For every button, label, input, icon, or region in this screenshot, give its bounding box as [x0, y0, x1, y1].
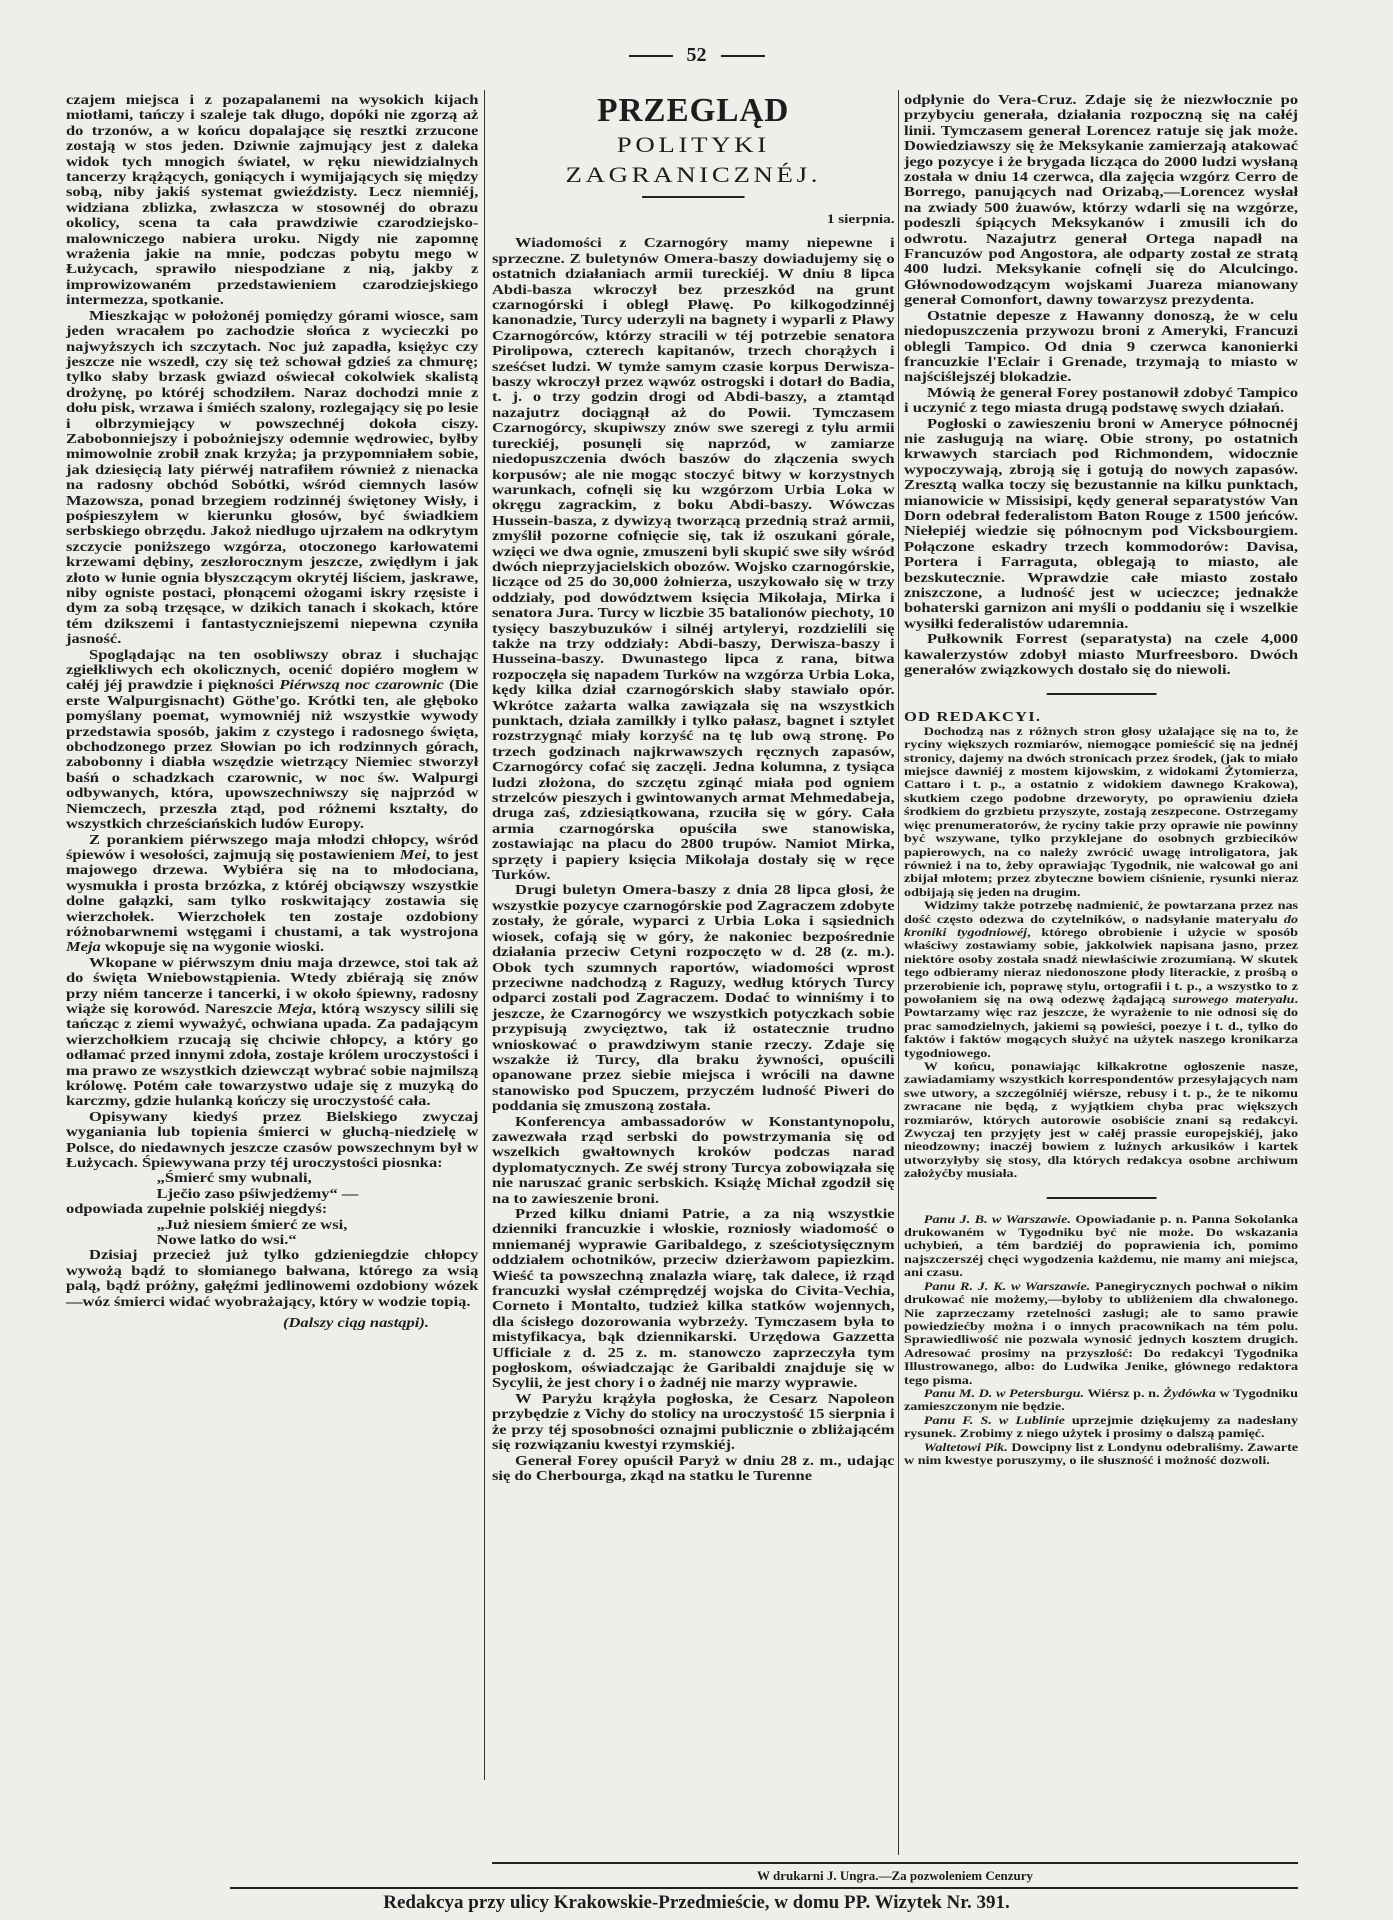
text-run: Generał Forey opuścił Paryż w dniu 28 z. m., udając się do Cherbourga, zkąd na statku le Turenne: [492, 1452, 895, 1483]
italic-text-run: Meja: [277, 1000, 313, 1016]
editorial-notice: [904, 725, 1298, 1181]
footer-rule: [492, 1862, 1298, 1864]
paragraph: [904, 1213, 1298, 1280]
paragraph: [66, 92, 478, 308]
text-run: Wkopane w piérwszym dniu maja drzewce, stoi tak aż do święta Wniebowstąpienia. Wtedy zbiérają się znów przy niém tancerze i tancerki, i w około śpiewny, radosny wiąże się korowód. Nareszcie: [66, 954, 479, 1016]
paragraph: [904, 416, 1298, 632]
divider: [1046, 1197, 1156, 1199]
paragraph: [492, 1206, 895, 1391]
paragraph: [66, 308, 478, 647]
article-subtitle: POLITYKI ZAGRANICZNÉJ.: [565, 132, 822, 187]
article-continuation: [904, 92, 1298, 677]
text-run: Konferencya ambassadorów w Konstantynopolu, zawezwała rząd serbski do powstrzymania się od wszelkich gwałtownych kroków podczas narad dyplomatycznych. Ze swéj strony Turcya zobowiązała się nie naruszać granic serbskich. Książę Michał zgodził się na to zawieszenie broni.: [492, 1113, 895, 1206]
editorial-heading: OD REDAKCYI.: [904, 709, 1042, 725]
text-run: Opisywany kiedyś przez Bielskiego zwyczaj wyganiania lub topienia śmierci w głuchą-niedzielę w Polsce, do niedawnych jeszcze czasów powszechnym był w Łużycach. Śpiewywana przy téj uroczystości piosnka:: [66, 1108, 479, 1171]
text-run: 1 sierpnia.: [826, 212, 895, 226]
text-run: , to jest majowego drzewa. Wybiéra się na to młodociana, wysmukła i prosta brzózka, z któréj obciąwszy wszystkie dolne gałązki, sam tylko roskwitający zostawia się wierzchołek. Wierzchołek ten zostaje ozdobiony różnobarwnemi wstęgami i chustami, a tak wystrojona: [66, 846, 479, 939]
editorial-address: Redakcya przy ulicy Krakowskie-Przedmieście, w domu PP. Wizytek Nr. 391.: [383, 1892, 1010, 1913]
paragraph: [66, 1217, 478, 1232]
text-run: Dowcipny list z Londynu odebraliśmy. Zawarte w nim kwestye poruszymy, o ile słuszność i możność dozwoli.: [904, 1440, 1299, 1467]
text-run: Wiérsz p. n.: [1084, 1386, 1164, 1400]
divider: [629, 55, 673, 57]
text-run: wkopuje się na wygonie wioski.: [100, 939, 325, 955]
text-run: w Tygodniku zamieszczonym nie będzie.: [904, 1386, 1299, 1414]
paragraph: [904, 1387, 1298, 1414]
article-body: [492, 212, 895, 1483]
paragraph: [904, 1414, 1298, 1441]
text-run: Mówią że generał Forey postanowił zdobyć Tampico i uczynić z tego miasta drugą podstawę swych działań.: [904, 384, 1299, 416]
paragraph: [904, 1441, 1298, 1468]
paragraph: [492, 882, 895, 1113]
text-run: , którego obrobienie i użycie w sposób właściwy zostawiamy sobie, jakkolwiek napisana jasno, przez niektóre osoby została snadź niewłaściwie zrozumianą. W skutek tego odbieramy nieraz niedonoszone płody literackie, z prośbą o przerobienie ich, poprawę stylu, ortografii i t. p., a wszystko to z powołaniem się na ową odezwę żądającą: [904, 925, 1299, 1006]
text-run: odpłynie do Vera-Cruz. Zdaje się że niezwłocznie po przybyciu generała, działania rozpoczną się na całéj linii. Tymczasem generał Lorencez ratuje się jak może. Dowiedziawszy się że Meksykanie zamierzają atakować jego pozycye i że brygada licząca do 2000 ludzi wysłaną została w dniu 14 czerwca, dla zajęcia wzgórz Cerro de Borrego, panujących nad Orizabą,—Lorencez wysłał na zwiady 500 żuawów, którzy wdarli się na wzgórze, podeszli śpiących Meksykanów i zmusili ich do odwrotu. Nazajutrz generał Ortega napadł na Francuzów pod Angostora, ale odparty został ze stratą 400 ludzi. Meksykanie cofnęli się do Alculcingo. Głównodowodzącym wojskami Juareza mianowany generał Comonfort, dawny towarzysz prezydenta.: [904, 92, 1299, 308]
paragraph: [66, 1109, 478, 1171]
text-run: Widzimy także potrzebę nadmienić, że powtarzana przez nas dość często odezwa do czytelników, o nadsyłanie materyału: [904, 899, 1299, 926]
text-run: Nowe latko do wsi.“: [156, 1232, 297, 1248]
paragraph: [904, 92, 1298, 308]
text-run: W końcu, ponawiając kilkakrotne ogłoszenie nasze, zawiadamiamy wszystkich korrespondentów przesyłających nam swe utwory, a szczególniéj wiérsze, rebusy i t. p., że te nikomu zwracane nie będą, z wyjątkiem chyba prac większych rozmiarów, których autorowie osobiście znani są redakcyi. Zwyczaj ten przyjęty jest w całéj prassie europejskiéj, jako nieodzowny; inaczéj bowiem z luźnych arkusików i kartek utworzyłyby się stosy, dla których redakcya osobne archiwum założyćby musiała.: [904, 1060, 1299, 1181]
paragraph: [904, 385, 1298, 416]
correspondence: [904, 1213, 1298, 1468]
paragraph: [66, 955, 478, 1109]
paragraph: [66, 1186, 478, 1201]
paragraph: [492, 1453, 895, 1484]
text-run: Pułkownik Forrest (separatysta) na czele 4,000 kawalerzystów zdobył miasto Murfreesboro. Dwóch generałów związkowych dostało się do niewoli.: [904, 631, 1299, 678]
italic-text-run: Waltetowi Pik.: [923, 1440, 1008, 1454]
paragraph: [904, 899, 1298, 1060]
divider: [721, 55, 765, 57]
page-number: [0, 44, 1393, 67]
italic-text-run: Żydówka: [1163, 1386, 1216, 1400]
text-run: Wiadomości z Czarnogóry mamy niepewne i sprzeczne. Z buletynów Omera-baszy dowiadujemy się o ostatnich działaniach armii tureckiéj. W dniu 8 lipca Abdi-basza wkroczył bez przeszkód na grunt czarnogórski i obległ Pławę. Po kilkogodzinnéj kanonadzie, Turcy uderzyli na bagnety i wyparli z Pławy Czarnogórców, którzy stracili w téj potrzebie senatora Pirolipowa, czterech kapitanów, trzech chorążych i sześćset ludzi. W tymże samym czasie korpus Derwisza-baszy wkroczył przez wąwóz ostrogski i dotarł do Badia, t. j. o trzy godzin drogi od Abdi-baszy, a ztamtąd nazajutrz dociągnął aż do Powii. Tymczasem Czarnogórcy, skupiwszy znów swe szeregi z tyłu armii tureckiéj, posunęli się naprzód, w zamiarze niedopuszczenia dwóch baszów do złączenia swych korpusów; ale nie mogąc stoczyć bitwy w korzystnych warunkach, cofnęli się ku wzgórzom Urbia Loka w okręgu zagrackim, z boku Abdi-baszy. Wówczas Hussein-basza, z dywizyą tworzącą przednią straż armii, zmyślił pozorne cofnięcie się, tak iż oszukani górale, wzięci we dwa ognie, zmuszeni byli skupić swe siły wśród dwóch nieprzyjacielskich obozów. Wojsko czarnogórskie, liczące od 25 do 30,000 żołnierza, uszykowało się w trzy oddziały, pod dowództwem księcia Mikołaja, Mirka i senatora Jura. Turcy w liczbie 35 batalionów piechoty, 10 tysięcy baszybuzuków i silnéj artyleryi, rozdzielili się także na trzy oddziały: Abdi-baszy, Derwisza-baszy i Husseina-baszy. Dwunastego lipca z rana, bitwa rozpoczęła się napadem Turków na wzgórza Urbia Loka, kędy kilka dział czarnogórskich słaby stawiało opór. Wkrótce zażarta walka zawiązała się na wszystkich punktach, działa zamilkły i tylko pałasz, bagnet i sztylet rozstrzygnąć miały korzyść na tę lub ową stronę. Po trzech godzinach najkrwawszych ręcznych zapasów, Czarnogórcy cofać się zaczęli. Jedna kolumna, z tysiąca ludzi złożona, do szczętu zginąć miała pod ogniem strzelców pieszych i gwintowanych armat Mehmedabeja, druga zaś, zdziesiątkowana, rzuciła się w góry. Cała armia czarnogórska opuściła swe stanowiska, zostawiając na placu do 2800 trupów. Namiot Mirka, sprzęty i papiery księcia Mikołaja dostały się w ręce Turków.: [492, 235, 895, 883]
text-run: Mieszkając w położonéj pomiędzy górami wiosce, sam jeden wracałem po zachodzie słońca z wycieczki po najwyższych ich szczytach. Noc już zapadła, księżyc czy jeszcze nie wszedł, czy się też schował gdzieś za chmurę; tylko słaby brzask gwiazd oświecał cokolwiek skalistą drożynę, po któréj schodziłem. Naraz dochodzi mnie z dołu pisk, wrzawa i śmiéch szalony, rozlegający się po lesie i olbrzymiejący w powszechnéj dokoła ciszy. Zabobonniejszy i pobożniejszy odemnie wędrowiec, byłby mimowolnie zrobił znak krzyża; ja przypomniałem sobie, jak dziesięcią laty piérwéj natrafiłem również z nienacka na radosny obchód Sobótki, wśród ciemnych lasów Mazowsza, ponad brzegiem rodzinnéj świętoney Wisły, i pośpieszyłem w kierunku głosów, być świadkiem serbskiego obrzędu. Jakoż niedługo ujrzałem na odkrytym szczycie poniższego wzgórza, otoczonego karłowatemi krzewami dębiny, zeszłorocznym jeszcze, zwiędłym i jak złoto w łunie ognia błyszczącym okrytéj liściem, jaskrawe, niby ogniste postaci, płonącemi ożogami iskry rzęsiste i dym za sobą trzęsące, w dzikich tanach i skokach, które tém dzikszemi i fantastyczniejszemi niepewna czyniła jasność.: [66, 307, 479, 647]
italic-text-run: Panu R. J. K. w Warszawie.: [923, 1279, 1091, 1293]
italic-text-run: Piérwszą noc czarownic: [279, 677, 444, 693]
divider: [1046, 693, 1156, 695]
text-run: Lječio zaso pśiwjedźemy“ —: [156, 1185, 359, 1201]
paragraph: [492, 212, 895, 227]
text-run: (Die erste Walpurgisnacht) Göthe'go. Krótki ten, ale głęboko pomyślany poemat, wymowniéj niż wszystkie wywody przedstawia sposób, jakim z czystego i radosnego święta, obchodzonego przez Słowian po ich rodzinnych górach, zabobonny i diabła wszędzie wietrzący Niemiec stworzył baśń o schadzkach czarownic, w noc św. Walpurgi odbywanych, która, upowszechniwszy się najprzód w Niemczech, przeszła ztąd, pod różnemi kształty, do wszystkich chrześciańskich ludów Europy.: [66, 677, 479, 832]
text-run: Przed kilku dniami Patrie, a za nią wszystkie dzienniki francuzkie i włoskie, rozniosły wiadomość o mniemanéj wyprawie Garibaldego, z sześciotysięcznym oddziałem ochotników, przeciw dzierżawom papiezkim. Wieść ta powszechną znalazła wiarę, tak dalece, iż rząd francuzki wysłał czémprędzéj wojska do Civita-Vechia, Corneto i Montalto, tudzież kilka statków wojennych, dla ścisłego dozorowania wybrzeży. Tymczasem była to mistyfikacya, bąk dziennikarski. Urzędowa Gazzetta Ufficiale z d. 25 z. m. stanowczo zaprzeczyła tym pogłoskom, oświadczając że Garibaldi znajduje się w Sycylii, że jest chory i o żadnéj nie marzy wyprawie.: [492, 1206, 895, 1391]
italic-text-run: Meja: [66, 939, 101, 955]
left-column: [66, 92, 478, 1331]
left-column-text: [66, 92, 478, 1331]
text-run: „Śmierć smy wubnali,: [156, 1170, 312, 1186]
paragraph: [66, 832, 478, 955]
text-run: Spoglądając na ten osobliwszy obraz i słuchając zgiełkliwych ech okolicznych, ocenić dopiéro mogłem w całéj jéj prawdzie i piękności: [66, 646, 479, 693]
text-run: W Paryżu krążyła pogłoska, że Cesarz Napoleon przybędzie z Vichy do stolicy na uroczystość 15 sierpnia i że przy téj sposobności oznajmi publicznie o zbliżającém się rozwiązaniu kwestyi rzymskiéj.: [492, 1390, 895, 1453]
paragraph: [66, 1201, 478, 1216]
paragraph: [66, 1232, 478, 1247]
paragraph: [66, 1247, 478, 1309]
text-run: . Powtarzamy więc raz jeszcze, że wyrażenie to nie odnosi się do prac samodzielnych, jakiemi są powieści, poezye i t. d., tylko do faktów i faktów mogących służyć na użytek naszego kronikarza tygodniowego.: [904, 992, 1299, 1060]
column-divider: [898, 90, 899, 1855]
middle-column: [492, 92, 894, 1483]
text-run: uprzejmie dziękujemy za nadesłany rysunek. Zrobimy z niego użytek i prosimy o dalszą pamięć.: [904, 1413, 1299, 1441]
text-run: odpowiada zupełnie polskiéj niegdyś:: [66, 1201, 328, 1217]
footer-rule: [230, 1887, 1298, 1889]
paragraph: [492, 1391, 895, 1453]
italic-text-run: surowego materyału: [1172, 992, 1295, 1006]
paragraph: [904, 725, 1298, 899]
text-run: czajem miejsca i z pozapalanemi na wysokich kijach miotłami, tańczy i szaleje tak długo, dopóki nie zgorzą aż do trzonów, a w końcu dopalające się resztki zrzucone zostają w stos jeden. Dziwnie zajmujący jest z daleka widok tych mnogich świateł, w ręku niewidzialnych tancerzy krążących, goniących i wymijających się między sobą, niby jakiś systemat gwieździsty. Lecz niemniéj, widziana zblizka, zwłaszcza w stosownéj do obrazu okolicy, scena ta cała prawdziwie czarodziejsko-malowniczego nabiera uroku. Nigdy nie zapomnę wrażenia jakie na mnie, podczas pobytu mego w Łużycach, sprawiło niespodziane z nią, jakby z improwizowaném przedstawieniem czarodziejskiego intermezza, spotkanie.: [66, 92, 479, 308]
text-run: Opowiadanie p. n. Panna Sokolanka drukowaném w Tygodniku być nie może. Do wskazania uchybień, a tém bardziéj do poprawienia ich, pomimo najszczerszéj chęci wygodzenia każdemu, nie mamy ani miejsca, ani czasu.: [904, 1212, 1299, 1280]
right-column: [904, 92, 1298, 1467]
paragraph: [492, 235, 895, 882]
italic-text-run: do kroniki tygodniowéj: [904, 912, 1299, 939]
page-number-text: 52: [686, 44, 707, 66]
italic-text-run: Panu F. S. w Lublinie: [923, 1413, 1065, 1427]
text-run: , którą wszyscy silili się tańcząc z ziemi wyważyć, ochwiana upada. Za padającym wierzchołkiem rzucają się chciwie chłopcy, a który go odłamać przed innymi zdoła, zostaje królem uroczystości i ma prawo ze wszystkich dziewcząt wybrać sobie najmilszą królowę. Potém całe towarzystwo udaje się z muzyką do karczmy, gdzie hulanką kończy się uroczystość cała.: [66, 1000, 479, 1109]
italic-text-run: Mei: [399, 846, 427, 862]
paragraph: [904, 308, 1298, 385]
article-title: PRZEGLĄD: [597, 92, 790, 129]
paragraph: [66, 1315, 478, 1330]
text-run: Dzisiaj przecież już tylko gdzieniegdzie chłopcy wywożą bądź to słomianego bałwana, którego za wsią palą, bądź próżny, gałęźmi jedlinowemi ozdobiony wózek—wóz śmierci widać wyobrażający, który w wodzie topią.: [66, 1247, 479, 1309]
text-run: Dochodzą nas z różnych stron głosy użalające się na to, że ryciny większych rozmiarów, niemogące pomieścić się na jednéj stronicy, dajemy na dwóch stronicach przez środek, (jak to miało miejsce dawniéj z mostem kijowskim, z widokami Żytomierza, Cattaro i t. p., a ostatnio z widokiem dawnego Krakowa), skutkiem czego podobne drzeworyty, po oprawieniu dzieła środkiem do grzbietu przyszyte, zostają zeszpecone. Ostrzegamy więc prenumeratorów, że ryciny takie przy oprawie nie powinny być wszywane, tylko przyklejane do osobnych grzbiecików papierowych, na co należy zwrócić uwagę introligatora, jak również i na to, żeby oprawiając Tygodnik, nie walcował go ani zbijał młotem; przez zbyteczne bowiem ciśnienie, rysunki nieraz odbijają się jeden na drugim.: [904, 724, 1299, 899]
paragraph: [904, 631, 1298, 677]
text-run: „Już niesiem śmierć ze wsi,: [156, 1216, 348, 1232]
text-run: Pogłoski o zawieszeniu broni w Ameryce północnéj nie zasługują na wiarę. Obie strony, po ostatnich krwawych starciach pod Richmondem, widocznie wypoczywają, zbroją się i gotują do nowych zapasów. Zresztą walka toczy się bezustannie na kilku punktach, mianowicie w Missisipi, kędy generał separatystów Van Dorn odebrał federalistom Baton Rouge z 1500 jeńców. Niełepiéj wiedzie się północnym pod Vicksbourgiem. Połączone eskadry trzech kommodorów: Davisa, Portera i Farraguta, oblegają to miasto, ale bezskutecznie. Wprawdzie całe miasto zostało zniszczone, a ludność jest w ucieczce; jednakże bohaterski garnizon ani myśli o poddaniu się i wszelkie wysiłki federalistów udaremnia.: [904, 415, 1299, 631]
text-run: Panegirycznych pochwał o nikim drukować nie możemy,—byłoby to ubliżeniem dla chwalonego. Nie zaprzeczamy rzetelności zasługi; ale to samo prawie powiedziećby można i o innych pracownikach na tém polu. Sprawiedliwość nie pozwala wynosić jednych kosztem drugich. Adresować prosimy na przyszłość: Do redakcyi Tygodnika Illustrowanego, albo: do Ludwika Jenike, głównego redaktora tego pisma.: [904, 1279, 1299, 1387]
paragraph: [904, 1060, 1298, 1181]
paragraph: [904, 1280, 1298, 1387]
paragraph: [66, 1170, 478, 1185]
paragraph: [66, 647, 478, 832]
text-run: Drugi buletyn Omera-baszy z dnia 28 lipca głosi, że wszystkie pozycye czarnogórskie pod Zagraczem zdobyte zostały, że górale, wyparci z Urbia Loka i sąsiednich wiosek, cofają się w góry, że nakoniec bezpośrednie działania przeciw Cetyni rozpoczęto w d. 28 (z. m.). Obok tych szumnych raportów, wiadomości wprost przeciwne nadchodzą z Raguzy, według których Turcy odparci zostali pod Zagraczem. Dodać to winniśmy i to jeszcze, że Czarnogórcy we wszystkich potyczkach sobie przypisują zwycięztwo, tak iż ostatecznie trudno wnioskować o prawdziwym stanie rzeczy. Zdaje się wszakże iż Turcy, dla braku żywności, opuścili opanowane przez siebie miejsca i wrócili na dawne stanowisko pod Spuczem, przyczém ludność Piweri do poddania się zmuszoną została.: [492, 882, 895, 1114]
text-run: Ostatnie depesze z Hawanny donoszą, że w celu niedopuszczenia przywozu broni z Ameryki, Francuzi oblegli Tampico. Od dnia 9 czerwca kanonierki francuzkie l'Eclair i Grenade, trzymają to miasto w najściślejszéj blokadzie.: [904, 307, 1299, 385]
paragraph: [492, 1114, 895, 1206]
divider: [642, 196, 744, 198]
column-divider: [484, 90, 485, 1780]
italic-text-run: Panu M. D. w Petersburgu.: [923, 1386, 1085, 1400]
text-run: (Dalszy ciąg nastąpi).: [283, 1315, 429, 1331]
text-run: Z porankiem piérwszego maja młodzi chłopcy, wśród śpiewów i wesołości, zajmują się postawieniem: [66, 831, 479, 862]
italic-text-run: Panu J. B. w Warszawie.: [923, 1212, 1071, 1226]
printer-imprint: W drukarni J. Ungra.—Za pozwoleniem Cenzury: [756, 1868, 1033, 1883]
